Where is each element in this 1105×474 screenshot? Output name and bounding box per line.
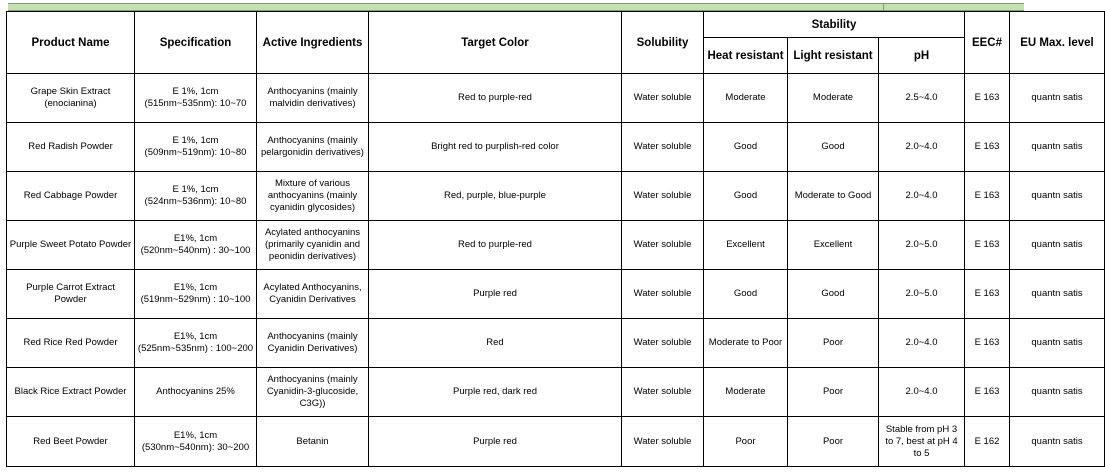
cell-target-color: Red, purple, blue-purple xyxy=(369,172,622,221)
cell-ph: 2.0~5.0 xyxy=(879,221,965,270)
cell-heat-resistant: Moderate xyxy=(704,74,788,123)
header-solubility: Solubility xyxy=(622,12,704,74)
cell-target-color: Purple red, dark red xyxy=(369,368,622,417)
cell-ph: 2.0~4.0 xyxy=(879,172,965,221)
cell-heat-resistant: Good xyxy=(704,172,788,221)
cell-specification xyxy=(135,417,257,467)
cell-solubility: Water soluble xyxy=(622,368,704,417)
cell-solubility: Water soluble xyxy=(622,270,704,319)
cell-product-name: Red Beet Powder xyxy=(7,417,135,467)
cell-specification xyxy=(135,74,257,123)
cell-ph: 2.5~4.0 xyxy=(879,74,965,123)
cell-ph: 2.0~4.0 xyxy=(879,368,965,417)
spec-line-2: (525nm~535nm) : 100~200 xyxy=(137,343,254,354)
cell-eu-max-level: quantn satis xyxy=(1010,319,1105,368)
cell-light-resistant: Good xyxy=(788,270,879,319)
table-row xyxy=(7,123,1105,172)
spec-line-2: (520nm~540nm) : 30~100 xyxy=(140,245,251,256)
cell-product-name: Red Radish Powder xyxy=(7,123,135,172)
cell-light-resistant: Poor xyxy=(788,368,879,417)
spec-line-1: E1%, 1cm xyxy=(173,331,218,342)
cell-eu-max-level: quantn satis xyxy=(1010,172,1105,221)
spec-line-2: (530nm~540nm): 30~200 xyxy=(141,441,250,453)
cell-target-color: Purple red xyxy=(369,270,622,319)
cell-active-ingredients: Betanin xyxy=(257,417,369,467)
cell-heat-resistant: Poor xyxy=(704,417,788,467)
cell-target-color: Red to purple-red xyxy=(369,221,622,270)
spec-line-1: E1%, 1cm xyxy=(173,233,218,244)
cell-target-color: Bright red to purplish-red color xyxy=(369,123,622,172)
spec-line-1: E 1%, 1cm xyxy=(172,184,219,195)
spec-line-2: (524nm~536nm): 10~80 xyxy=(144,196,247,207)
cell-solubility: Water soluble xyxy=(622,74,704,123)
cell-active-ingredients: Anthocyanins (mainly pelargonidin derivatives) xyxy=(257,123,369,172)
spec-line-2: (509nm~519nm): 10~80 xyxy=(144,147,247,158)
header-light-resistant: Light resistant xyxy=(788,38,879,74)
cell-solubility: Water soluble xyxy=(622,319,704,368)
cell-active-ingredients: Anthocyanins (mainly malvidin derivatives) xyxy=(257,74,369,123)
cell-solubility: Water soluble xyxy=(622,417,704,467)
band-divider xyxy=(883,4,884,10)
cell-target-color: Red to purple-red xyxy=(369,74,622,123)
cell-eu-max-level: quantn satis xyxy=(1010,221,1105,270)
header-stability: Stability xyxy=(704,12,965,38)
spec-line-1: E 1%, 1cm xyxy=(172,135,219,146)
cell-specification xyxy=(135,368,257,417)
header-product-name: Product Name xyxy=(7,12,135,74)
cell-eu-max-level: quantn satis xyxy=(1010,270,1105,319)
cell-heat-resistant: Excellent xyxy=(704,221,788,270)
cell-solubility: Water soluble xyxy=(622,123,704,172)
header-specification: Specification xyxy=(135,12,257,74)
table-row xyxy=(7,368,1105,417)
cell-specification xyxy=(135,221,257,270)
table-row xyxy=(7,270,1105,319)
cell-light-resistant: Good xyxy=(788,123,879,172)
cell-eec: E 163 xyxy=(965,74,1010,123)
spec-line-2: (515nm~535nm): 10~70 xyxy=(144,98,247,109)
cell-active-ingredients: Anthocyanins (mainly Cyanidin-3-glucoside, C3G)) xyxy=(257,368,369,417)
cell-eec: E 162 xyxy=(965,417,1010,467)
cell-heat-resistant: Moderate to Poor xyxy=(704,319,788,368)
cell-heat-resistant: Good xyxy=(704,270,788,319)
header-active-ingredients: Active Ingredients xyxy=(257,12,369,74)
cell-eec: E 163 xyxy=(965,368,1010,417)
cell-eec: E 163 xyxy=(965,270,1010,319)
cell-light-resistant: Poor xyxy=(788,319,879,368)
green-header-row xyxy=(8,3,1024,11)
cell-eu-max-level: quantn satis xyxy=(1010,368,1105,417)
cell-active-ingredients: Acylated Anthocyanins, Cyanidin Derivatives xyxy=(257,270,369,319)
cell-product-name: Black Rice Extract Powder xyxy=(7,368,135,417)
cell-specification xyxy=(135,319,257,368)
cell-eec: E 163 xyxy=(965,123,1010,172)
cell-eec: E 163 xyxy=(965,172,1010,221)
cell-heat-resistant: Moderate xyxy=(704,368,788,417)
cell-eec: E 163 xyxy=(965,319,1010,368)
spec-line-2: (519nm~529nm) : 10~100 xyxy=(140,294,251,305)
table-row xyxy=(7,74,1105,123)
header-ph: pH xyxy=(879,38,965,74)
cell-eu-max-level: quantn satis xyxy=(1010,74,1105,123)
cell-heat-resistant: Good xyxy=(704,123,788,172)
header-eec: EEC# xyxy=(965,12,1010,74)
header-target-color: Target Color xyxy=(369,12,622,74)
cell-specification xyxy=(135,172,257,221)
table-row xyxy=(7,172,1105,221)
cell-active-ingredients: Acylated anthocyanins (primarily cyanidin and peonidin derivatives) xyxy=(257,221,369,270)
spec-line-1: Anthocyanins 25% xyxy=(156,386,235,397)
cell-product-name: Red Cabbage Powder xyxy=(7,172,135,221)
cell-specification xyxy=(135,123,257,172)
cell-specification xyxy=(135,270,257,319)
cell-product-name: Purple Carrot Extract Powder xyxy=(7,270,135,319)
cell-ph: 2.0~4.0 xyxy=(879,123,965,172)
cell-active-ingredients: Mixture of various anthocyanins (mainly cyanidin glycosides) xyxy=(257,172,369,221)
spec-line-1: E 1%, 1cm xyxy=(172,86,219,97)
table-row xyxy=(7,417,1105,467)
cell-solubility: Water soluble xyxy=(622,172,704,221)
cell-eu-max-level: quantn satis xyxy=(1010,417,1105,467)
cell-target-color: Purple red xyxy=(369,417,622,467)
pigment-spec-table xyxy=(6,11,1105,467)
cell-light-resistant: Excellent xyxy=(788,221,879,270)
table-row xyxy=(7,319,1105,368)
cell-eec: E 163 xyxy=(965,221,1010,270)
cell-solubility: Water soluble xyxy=(622,221,704,270)
table-row xyxy=(7,221,1105,270)
spec-line-1: E1%, 1cm xyxy=(173,429,218,441)
cell-active-ingredients: Anthocyanins (mainly Cyanidin Derivatives) xyxy=(257,319,369,368)
cell-product-name: Purple Sweet Potato Powder xyxy=(7,221,135,270)
cell-product-name: Grape Skin Extract (enocianina) xyxy=(7,74,135,123)
cell-light-resistant: Moderate xyxy=(788,74,879,123)
cell-light-resistant: Moderate to Good xyxy=(788,172,879,221)
cell-ph: Stable from pH 3 to 7, best at pH 4 to 5 xyxy=(879,417,965,467)
cell-light-resistant: Poor xyxy=(788,417,879,467)
cell-eu-max-level: quantn satis xyxy=(1010,123,1105,172)
header-eu-max-level: EU Max. level xyxy=(1010,12,1105,74)
cell-ph: 2.0~5.0 xyxy=(879,270,965,319)
header-heat-resistant: Heat resistant xyxy=(704,38,788,74)
cell-target-color: Red xyxy=(369,319,622,368)
cell-ph: 2.0~4.0 xyxy=(879,319,965,368)
spec-line-1: E1%, 1cm xyxy=(173,282,218,293)
cell-product-name: Red Rice Red Powder xyxy=(7,319,135,368)
